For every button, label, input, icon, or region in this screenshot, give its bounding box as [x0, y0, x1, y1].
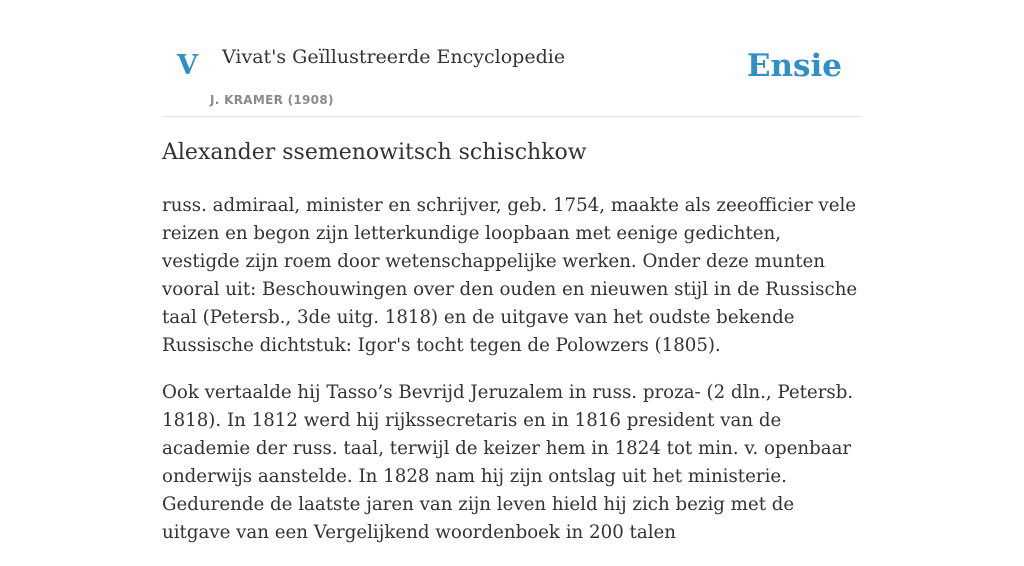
source-header — [162, 0, 862, 117]
brand-logo-link[interactable]: Ensie — [746, 48, 842, 84]
source-title[interactable]: Vivat's Geïllustreerde Encyclopedie — [222, 46, 566, 68]
article-body — [162, 192, 862, 566]
article-paragraph: russ. admiraal, minister en schrijver, geb. 1754, maakte als zeeofficier vele reizen en begon zijn letterkundige loopbaan met eenige gedichten, vestigde zijn roem door wetenschappelijke werken. Onder deze munten vooral uit: Beschouwingen over den ouden en nieuwen stijl in de Russische taal (Petersb., 3de uitg. 1818) en de uitgave van het oudste bekende Russische dichtstuk: Igor's tocht tegen de Polowzers (1805). — [162, 195, 858, 356]
article-title: Alexander ssemenowitsch schischkow — [162, 140, 587, 165]
article-paragraph: Ook vertaalde hij Tasso’s Bevrijd Jeruzalem in russ. proza- (2 dln., Petersb. 1818). In 1812 werd hij rijkssecretaris en in 1816 president van de academie der russ. taal, terwijl de keizer hem in 1824 tot min. v. openbaar onderwijs aanstelde. In 1828 nam hij zijn ontslag uit het ministerie. Gedurende de laatste jaren van zijn leven hield hij zich bezig met de uitgave van een Vergelijkend woordenboek in 200 talen — [162, 382, 854, 543]
source-logo[interactable]: V — [177, 50, 198, 81]
source-author: J. KRAMER (1908) — [210, 93, 334, 107]
